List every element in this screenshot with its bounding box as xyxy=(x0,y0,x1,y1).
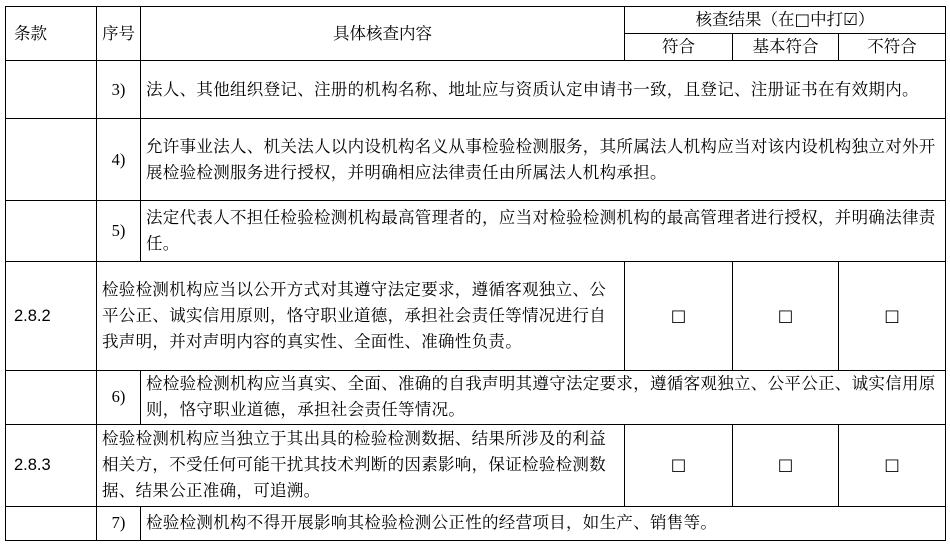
item-content: 允许事业法人、机关法人以内设机构名义从事检验检测服务，其所属法人机构应当对该内设机构独立对外开展检验检测服务进行授权，并明确相应法律责任由所属法人机构承担。 xyxy=(141,119,946,201)
header-seq: 序号 xyxy=(97,7,141,61)
item-number: 3) xyxy=(97,61,141,119)
checkbox-basic-conform[interactable]: □ xyxy=(733,262,839,370)
table-row xyxy=(6,370,946,424)
header-result: 核查结果（在□中打☑） xyxy=(625,7,946,34)
clause-cell-empty xyxy=(6,61,97,119)
header-clause: 条款 xyxy=(6,7,97,61)
clause-row xyxy=(6,262,946,370)
clause-cell-empty xyxy=(6,506,97,540)
checkbox-basic-conform[interactable]: □ xyxy=(733,424,839,506)
header-option-conform: 符合 xyxy=(625,34,733,61)
table-row xyxy=(6,201,946,262)
clause-cell-empty xyxy=(6,370,97,424)
checkbox-nonconform[interactable]: □ xyxy=(839,424,946,506)
checkbox-conform[interactable]: □ xyxy=(625,262,733,370)
item-content: 检验检测机构不得开展影响其检验检测公正性的经营项目，如生产、销售等。 xyxy=(141,506,946,540)
item-content: 法定代表人不担任检验检测机构最高管理者的，应当对检验检测机构的最高管理者进行授权，并明确法律责任。 xyxy=(141,201,946,262)
item-number: 6) xyxy=(97,370,141,424)
header-row-top xyxy=(6,7,946,34)
item-content: 法人、其他组织登记、注册的机构名称、地址应与资质认定申请书一致，且登记、注册证书在有效期内。 xyxy=(141,61,946,119)
item-number: 5) xyxy=(97,201,141,262)
table-row xyxy=(6,61,946,119)
item-number: 7) xyxy=(97,506,141,540)
item-content: 检检验检测机构应当真实、全面、准确的自我声明其遵守法定要求，遵循客观独立、公平公正、诚实信用原则，恪守职业道德，承担社会责任等情况。 xyxy=(141,370,946,424)
clause-cell-empty xyxy=(6,119,97,201)
table-row xyxy=(6,506,946,540)
checkbox-conform[interactable]: □ xyxy=(625,424,733,506)
table-row xyxy=(6,119,946,201)
item-number: 4) xyxy=(97,119,141,201)
clause-content: 检验检测机构应当独立于其出具的检验检测数据、结果所涉及的利益相关方，不受任何可能干扰其技术判断的因素影响，保证检验检测数据、结果公正准确，可追溯。 xyxy=(97,424,625,506)
header-content: 具体核查内容 xyxy=(141,7,625,61)
inspection-table xyxy=(5,6,946,541)
clause-number: 2.8.3 xyxy=(6,424,97,506)
checkbox-nonconform[interactable]: □ xyxy=(839,262,946,370)
header-option-basic-conform: 基本符合 xyxy=(733,34,839,61)
header-option-nonconform: 不符合 xyxy=(839,34,946,61)
clause-cell-empty xyxy=(6,201,97,262)
clause-row xyxy=(6,424,946,506)
clause-content: 检验检测机构应当以公开方式对其遵守法定要求，遵循客观独立、公平公正、诚实信用原则，恪守职业道德，承担社会责任等情况进行自我声明，并对声明内容的真实性、全面性、准确性负责。 xyxy=(97,262,625,370)
clause-number: 2.8.2 xyxy=(6,262,97,370)
